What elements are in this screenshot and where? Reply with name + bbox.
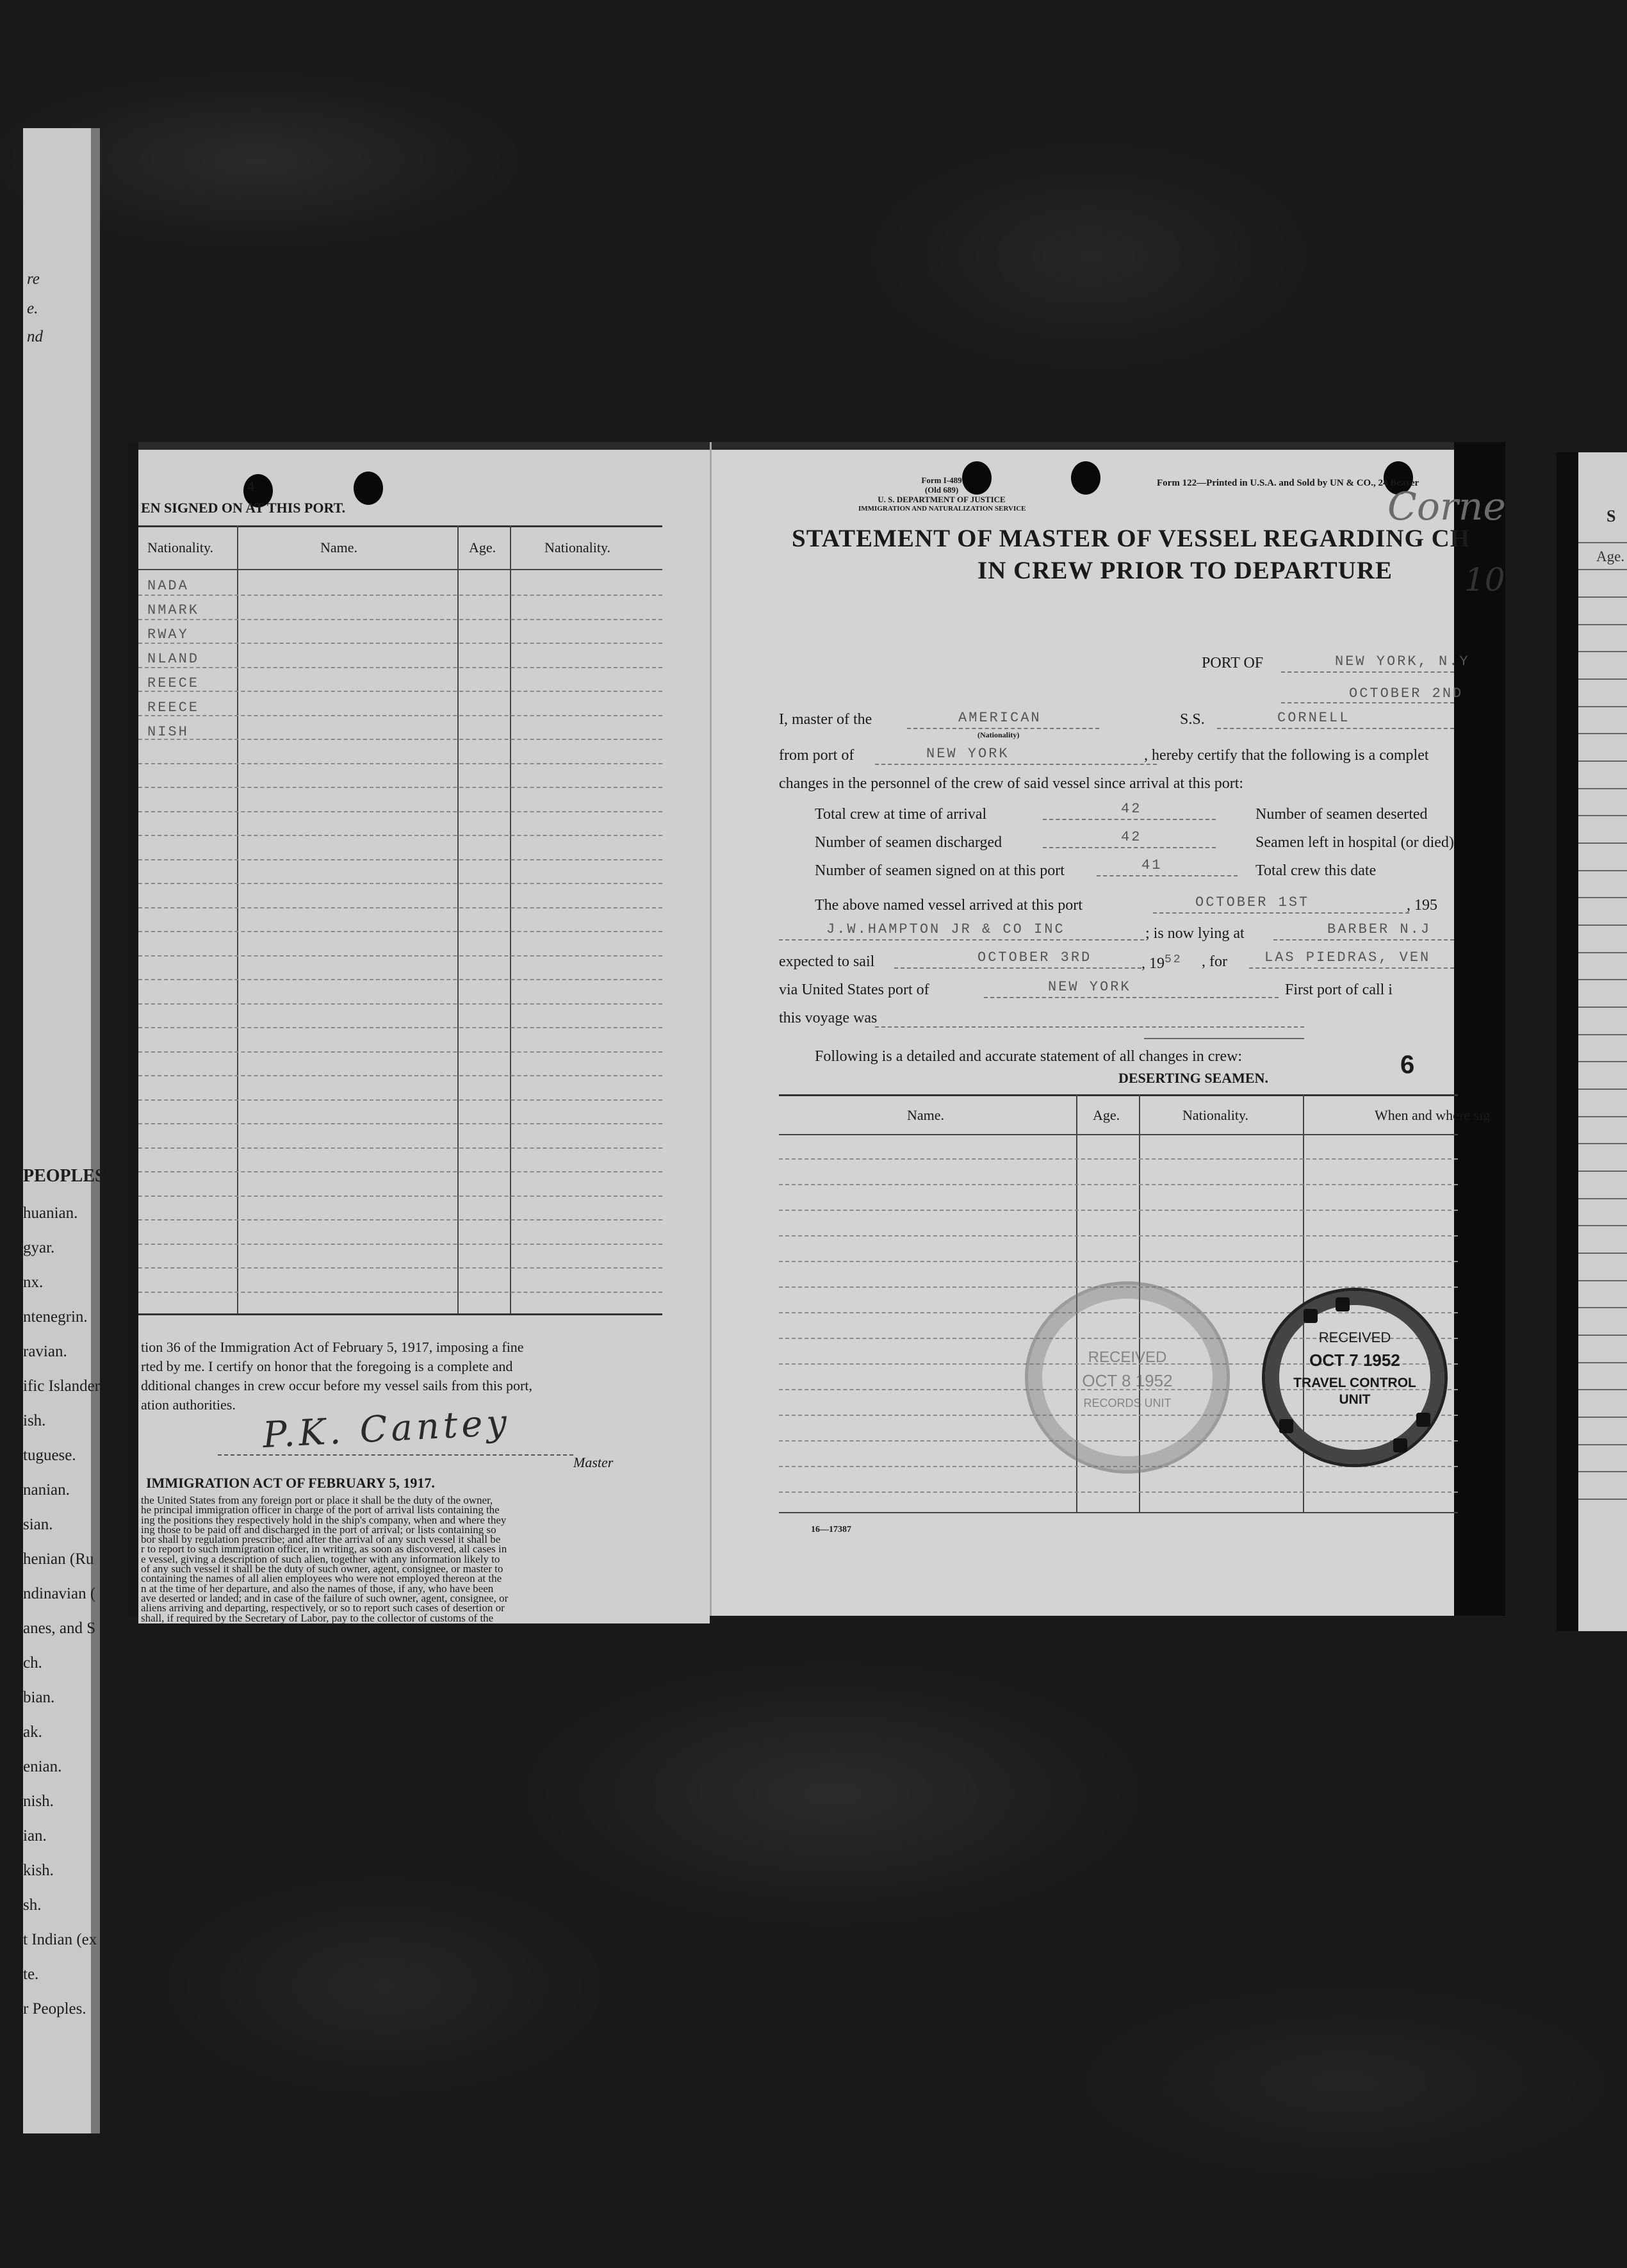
- rule: [1578, 1034, 1627, 1035]
- certification-line: ation authorities.: [141, 1397, 236, 1413]
- left-page-header: EN SIGNED ON AT THIS PORT.: [141, 500, 346, 516]
- rule: [1578, 1362, 1627, 1363]
- port-line: [1281, 671, 1454, 673]
- act-line: bor shall by regulation prescribe; and after the arrival of any such vessel it shall be: [141, 1533, 501, 1546]
- ship-line: [1217, 728, 1454, 729]
- act-line: e vessel, giving a description of such alien, together with any information likely to: [141, 1552, 500, 1565]
- act-text: [141, 1495, 508, 1662]
- stamp-text: UNIT: [1339, 1392, 1371, 1407]
- table-column-header: When and where sig: [1375, 1107, 1491, 1123]
- table-row-rule: [138, 1147, 662, 1149]
- peoples-entry: t Indian (ex: [23, 1931, 97, 1948]
- act-line: aliens arriving and departing, respectively, or so to report such cases of desertion or: [141, 1602, 505, 1615]
- act-line: of any such vessel it shall be the duty of such owner, agent, consignee, or master to: [141, 1563, 503, 1575]
- act-line: may be granted prior to the determination of such question upon deposit of a sum: [141, 1650, 496, 1663]
- destination-value: LAS PIEDRAS, VEN: [1264, 949, 1431, 966]
- punch-hole: [354, 472, 383, 505]
- records-unit-stamp: [1025, 1281, 1230, 1474]
- deserting-heading: DESERTING SEAMEN.: [1118, 1070, 1268, 1086]
- lying-line: [1273, 939, 1454, 941]
- peoples-entry: ian.: [23, 1827, 47, 1845]
- fragment-text: e.: [27, 300, 38, 317]
- peoples-entry: henian (Ru: [23, 1550, 94, 1568]
- table-row-rule: [779, 1261, 1458, 1262]
- table-row-rule: [138, 1267, 662, 1269]
- column-header: Name.: [320, 539, 358, 555]
- table-row-rule: [138, 859, 662, 860]
- year-value: 52: [1165, 953, 1182, 966]
- stamp-mark: [1416, 1413, 1430, 1427]
- table-row-rule: [779, 1210, 1458, 1211]
- arrived-year: , 195: [1407, 897, 1437, 914]
- handwritten-six: 6: [1400, 1051, 1415, 1079]
- expected-value: OCTOBER 3RD: [977, 949, 1092, 966]
- peoples-entry: tuguese.: [23, 1447, 76, 1464]
- master-label: Master: [573, 1454, 614, 1470]
- peoples-heading: PEOPLES: [23, 1166, 105, 1186]
- table-row-rule: [138, 691, 662, 692]
- via-label: via United States port of: [779, 982, 929, 998]
- peoples-entry: ndinavian (: [23, 1585, 96, 1602]
- stamp-text: RECEIVED: [1088, 1349, 1167, 1366]
- rule: [1578, 1471, 1627, 1472]
- fragment-text: nd: [27, 328, 43, 345]
- rule: [1578, 924, 1627, 926]
- arrived-value: OCTOBER 1ST: [1195, 894, 1310, 910]
- peoples-entry: r Peoples.: [23, 2000, 86, 2017]
- table-column-header: Age.: [1093, 1107, 1120, 1123]
- rule: [1578, 1061, 1627, 1062]
- nationality-entry: NLAND: [147, 651, 200, 667]
- table-row-rule: [138, 1196, 662, 1197]
- discharged-line: [1043, 847, 1216, 848]
- table-bottom-rule: [779, 1512, 1458, 1513]
- rule: [1578, 842, 1627, 844]
- rule: [1578, 1444, 1627, 1445]
- via-value: NEW YORK: [1048, 979, 1131, 995]
- table-row-rule: [138, 763, 662, 764]
- for-label: , for: [1202, 953, 1227, 970]
- rule: [1578, 1171, 1627, 1172]
- table-row-rule: [138, 1051, 662, 1053]
- act-line: no such vessel shall be granted clearance pending the determination of the question: [141, 1631, 504, 1644]
- changes-text: changes in the personnel of the crew of said vessel since arrival at this port:: [779, 775, 1244, 792]
- stamp-text: RECEIVED: [1318, 1329, 1391, 1345]
- peoples-entry: bian.: [23, 1689, 55, 1706]
- rule: [1578, 1089, 1627, 1090]
- act-line: cated the sum of $10 for each alien concerning whom correct lists are not delivered: [141, 1621, 504, 1634]
- ship-value: CORNELL: [1277, 710, 1350, 726]
- rule: [1578, 897, 1627, 898]
- deserted-label: Number of seamen deserted: [1255, 806, 1428, 823]
- table-row-rule: [138, 835, 662, 836]
- peoples-entry: kish.: [23, 1862, 54, 1879]
- signed-on-label: Number of seamen signed on at this port: [815, 862, 1065, 879]
- total-date-label: Total crew this date: [1255, 862, 1377, 879]
- act-line: ing the positions they respectively hold in the ship's company, when and where they: [141, 1513, 507, 1526]
- rule: [1578, 596, 1627, 598]
- table-column-header: Name.: [907, 1107, 945, 1123]
- footer-code: 16—17387: [811, 1525, 851, 1534]
- rule: [1578, 1007, 1627, 1008]
- table-row-rule: [138, 619, 662, 620]
- table-row-rule: [138, 787, 662, 788]
- act-line: ing those to be paid off and discharged in the port of arrival; or lists containing so: [141, 1523, 496, 1536]
- frame-top: [128, 442, 1505, 450]
- peoples-entry: nx.: [23, 1274, 44, 1291]
- discharged-label: Number of seamen discharged: [815, 834, 1002, 851]
- peoples-entry: sian.: [23, 1516, 53, 1533]
- table-row-rule: [138, 883, 662, 884]
- rule: [1578, 651, 1627, 652]
- table-row-rule: [779, 1235, 1458, 1237]
- first-port-label: First port of call i: [1285, 982, 1393, 998]
- act-line: , in the event such fine is imposed, while it remains unpaid; nor shall such fine be: [141, 1641, 496, 1654]
- nationality-entry: NISH: [147, 724, 189, 740]
- ss-label: S.S.: [1180, 711, 1205, 728]
- table-row-rule: [138, 931, 662, 932]
- rule: [1578, 1499, 1627, 1500]
- date-value: OCTOBER 2ND: [1349, 686, 1464, 702]
- table-row-rule: [138, 907, 662, 908]
- column-header: Nationality.: [544, 539, 611, 555]
- table-row-rule: [138, 979, 662, 980]
- stamp-text: RECORDS UNIT: [1083, 1397, 1172, 1409]
- from-port-line: [875, 764, 1157, 765]
- form-header: [858, 475, 1025, 514]
- nationality-line: [907, 728, 1099, 729]
- table-row-rule: [138, 1292, 662, 1293]
- rule: [1578, 678, 1627, 680]
- table-row-rule: [138, 1075, 662, 1076]
- via-line: [984, 997, 1279, 998]
- document-subtitle: IN CREW PRIOR TO DEPARTURE: [977, 557, 1393, 584]
- table-column-header: Nationality.: [1182, 1107, 1249, 1123]
- right-underlying-sheet: [1557, 452, 1627, 1631]
- table-row-rule: [138, 1027, 662, 1028]
- rule: [1578, 1225, 1627, 1226]
- rule: [1578, 979, 1627, 980]
- peoples-entry: ntenegrin.: [23, 1308, 88, 1326]
- header-rule: [138, 569, 662, 570]
- master-signature: P.K. Cantey: [261, 1401, 512, 1457]
- certification-line: dditional changes in crew occur before my vessel sails from this port,: [141, 1377, 532, 1393]
- peoples-entry: ific Islander: [23, 1377, 101, 1395]
- peoples-entry: ch.: [23, 1654, 42, 1672]
- sheet-edge: [91, 128, 100, 2133]
- peoples-entry: te.: [23, 1966, 39, 1983]
- act-line: containing the names of all alien employees who were not employed thereon at the: [141, 1572, 502, 1585]
- total-crew-line: [1043, 819, 1216, 820]
- table-row-rule: [779, 1158, 1458, 1160]
- act-line: the United States from any foreign port or place it shall be the duty of the owner,: [141, 1494, 493, 1506]
- master-of-label: I, master of the: [779, 711, 872, 728]
- act-line: he principal immigration officer in charge of the port of arrival lists containing the: [141, 1504, 500, 1516]
- lying-label: ; is now lying at: [1145, 925, 1245, 942]
- punch-hole: [1071, 461, 1100, 495]
- signed-on-value: 41: [1141, 857, 1163, 873]
- expected-year: [1141, 953, 1182, 973]
- stamp-date: OCT 7 1952: [1309, 1351, 1400, 1370]
- nationality-entry: REECE: [147, 700, 200, 716]
- short-rule: [1144, 1038, 1304, 1039]
- rule: [1578, 1335, 1627, 1336]
- act-line: shall, if required by the Secretary of Labor, pay to the collector of customs of the: [141, 1611, 494, 1624]
- peoples-entry: sh.: [23, 1896, 42, 1914]
- table-row-rule: [138, 667, 662, 668]
- table-row-rule: [138, 1003, 662, 1005]
- table-row-rule: [138, 1171, 662, 1172]
- table-row-rule: [138, 715, 662, 716]
- peoples-entry: ravian.: [23, 1343, 67, 1360]
- frame-left: [128, 442, 138, 1616]
- nationality-entry: RWAY: [147, 627, 189, 643]
- table-row-rule: [138, 739, 662, 740]
- form-number: Form I-489: [921, 475, 962, 485]
- peoples-entry: huanian.: [23, 1204, 78, 1222]
- stamp-mark: [1304, 1309, 1318, 1323]
- act-line: ave deserted or landed; and in case of the failure of such owner, agent, consignee, or: [141, 1591, 509, 1604]
- expected-line: [894, 967, 1141, 969]
- from-port-value: NEW YORK: [926, 746, 1010, 762]
- peoples-entry: nanian.: [23, 1481, 70, 1499]
- department-name: U. S. DEPARTMENT OF JUSTICE: [878, 495, 1006, 504]
- act-line: r to report to such immigration officer, in writing, as soon as discovered, all cases in: [141, 1543, 507, 1556]
- table-row-rule: [138, 1099, 662, 1101]
- stamp-mark: [1336, 1297, 1350, 1311]
- table-header-rule: [779, 1134, 1458, 1135]
- act-heading: IMMIGRATION ACT OF FEBRUARY 5, 1917.: [146, 1475, 435, 1491]
- service-name: IMMIGRATION AND NATURALIZATION SERVICE: [858, 505, 1026, 513]
- total-crew-label: Total crew at time of arrival: [815, 806, 987, 823]
- page-fold: [710, 442, 712, 1616]
- table-row-rule: [138, 811, 662, 812]
- rule: [1578, 1198, 1627, 1199]
- voyage-line: [875, 1026, 1304, 1028]
- table-row-rule: [138, 643, 662, 644]
- nationality-caption: (Nationality): [977, 730, 1020, 739]
- agent-value: J.W.HAMPTON JR & CO INC: [826, 921, 1065, 937]
- frame-right: [1454, 442, 1505, 1616]
- rule: [1578, 1389, 1627, 1390]
- peoples-entry: ish.: [23, 1412, 46, 1429]
- rule: [1578, 1116, 1627, 1117]
- travel-control-stamp: [1262, 1288, 1448, 1467]
- voyage-label: this voyage was: [779, 1010, 878, 1026]
- column-header: Age.: [469, 539, 496, 555]
- peoples-entry: nish.: [23, 1793, 54, 1810]
- table-row-rule: [138, 1219, 662, 1220]
- nationality-entry: NMARK: [147, 602, 200, 618]
- handwritten-number: 10: [1464, 561, 1505, 598]
- column-header: Nationality.: [147, 539, 214, 555]
- destination-line: [1249, 967, 1454, 969]
- page-number: 4: [247, 478, 254, 494]
- nationality-entry: NADA: [147, 578, 189, 594]
- stamp-mark: [1279, 1419, 1293, 1433]
- peoples-entry: gyar.: [23, 1239, 55, 1256]
- table-top-rule: [138, 525, 662, 527]
- sheet-shadow: [1557, 452, 1578, 1631]
- table-row-rule: [779, 1491, 1458, 1493]
- table-row-rule: [779, 1184, 1458, 1185]
- rule: [1578, 706, 1627, 707]
- discharged-value: 42: [1121, 829, 1142, 845]
- form-old-number: (Old 689): [924, 485, 959, 495]
- date-line: [1281, 702, 1454, 703]
- table-row-rule: [138, 955, 662, 957]
- table-bottom-rule: [138, 1313, 662, 1315]
- arrived-label: The above named vessel arrived at this port: [815, 897, 1083, 914]
- rule: [1578, 760, 1627, 762]
- rule: [1578, 1417, 1627, 1418]
- lying-value: BARBER N.J: [1327, 921, 1432, 937]
- rule: [1578, 1280, 1627, 1281]
- rule: [1578, 952, 1627, 953]
- rule: [1578, 788, 1627, 789]
- arrived-line: [1153, 912, 1409, 914]
- hospital-label: Seamen left in hospital (or died): [1255, 834, 1454, 851]
- port-value: NEW YORK, N.Y: [1335, 653, 1470, 670]
- stamp-mark: [1393, 1438, 1407, 1452]
- document-title: STATEMENT OF MASTER OF VESSEL REGARDING CH: [792, 525, 1471, 552]
- table-row-rule: [138, 1123, 662, 1124]
- certify-text: , hereby certify that the following is a complet: [1144, 747, 1429, 764]
- from-port-label: from port of: [779, 747, 854, 764]
- peoples-entry: anes, and S: [23, 1620, 96, 1637]
- rule: [1578, 733, 1627, 734]
- left-underlying-sheet: [23, 128, 105, 2133]
- following-text: Following is a detailed and accurate statement of all changes in crew:: [815, 1048, 1243, 1065]
- nationality-entry: REECE: [147, 675, 200, 691]
- signature-line: [218, 1454, 573, 1456]
- rule: [1578, 815, 1627, 816]
- rule: [1578, 569, 1627, 570]
- year-prefix: , 19: [1141, 955, 1165, 972]
- table-row-rule: [138, 1244, 662, 1245]
- nationality-value: AMERICAN: [958, 710, 1042, 726]
- printer-note: Form 122—Printed in U.S.A. and Sold by UN & CO., 24 Beaver: [1157, 478, 1419, 488]
- certification-line: rted by me. I certify on honor that the foregoing is a complete and: [141, 1358, 513, 1374]
- rule: [1578, 1307, 1627, 1308]
- handwritten-ship-name: Corne: [1387, 484, 1506, 529]
- table-row-rule: [138, 595, 662, 596]
- total-crew-value: 42: [1121, 801, 1142, 817]
- expected-label: expected to sail: [779, 953, 875, 970]
- rule: [1578, 624, 1627, 625]
- agent-line: [779, 939, 1144, 941]
- certification-line: tion 36 of the Immigration Act of February 5, 1917, imposing a fine: [141, 1339, 524, 1355]
- stamp-date: OCT 8 1952: [1082, 1371, 1173, 1390]
- act-line: n at the time of her departure, and also the names of those, if any, who have been: [141, 1582, 494, 1595]
- port-label: PORT OF: [1202, 655, 1264, 671]
- age-column-fragment: Age.: [1596, 548, 1625, 564]
- rule: [1578, 1253, 1627, 1254]
- fragment-text: re: [27, 270, 40, 288]
- crew-statement-document: [128, 442, 1506, 1663]
- rule: [1578, 1143, 1627, 1144]
- peoples-entry: ak.: [23, 1723, 42, 1741]
- peoples-entry: enian.: [23, 1758, 62, 1775]
- column-fragment: S: [1607, 507, 1616, 525]
- signed-on-line: [1097, 875, 1238, 876]
- stamp-text: TRAVEL CONTROL: [1293, 1376, 1416, 1390]
- table-top-rule: [779, 1094, 1458, 1096]
- rule: [1578, 870, 1627, 871]
- rule: [1578, 542, 1627, 543]
